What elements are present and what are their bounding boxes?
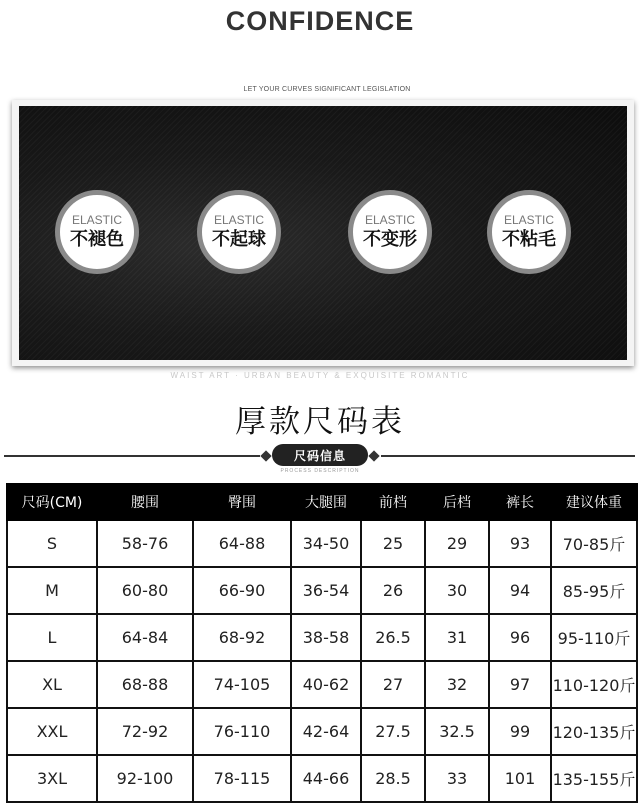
fabric-photo <box>19 106 627 360</box>
feature-label-zh: 不变形 <box>363 229 417 250</box>
table-cell: 95-110斤 <box>551 614 637 661</box>
table-header-row <box>7 484 637 520</box>
table-cell: 40-62 <box>291 661 361 708</box>
table-cell: 3XL <box>7 755 97 802</box>
table-cell: 60-80 <box>97 567 193 614</box>
table-cell: 44-66 <box>291 755 361 802</box>
table-cell: 25 <box>361 520 425 567</box>
table-cell: M <box>7 567 97 614</box>
size-chart-title: 厚款尺码表 <box>235 404 405 440</box>
table-cell: 74-105 <box>193 661 291 708</box>
table-cell: XL <box>7 661 97 708</box>
table-cell: 78-115 <box>193 755 291 802</box>
table-row <box>7 520 637 567</box>
table-cell: 92-100 <box>97 755 193 802</box>
feature-label-en: ELASTIC <box>503 213 554 227</box>
column-header: 臀围 <box>193 484 291 520</box>
column-header: 建议体重 <box>551 484 637 520</box>
column-header: 后档 <box>425 484 489 520</box>
tagline: LET YOUR CURVES SIGNIFICANT LEGISLATION <box>243 86 411 93</box>
table-cell: 64-84 <box>97 614 193 661</box>
feature-badge-no-pilling <box>197 190 281 274</box>
table-cell: 42-64 <box>291 708 361 755</box>
table-cell: 36-54 <box>291 567 361 614</box>
table-cell: 68-88 <box>97 661 193 708</box>
column-header: 尺码(CM) <box>7 484 97 520</box>
feature-badge-colorfast <box>55 190 139 274</box>
table-cell: 29 <box>425 520 489 567</box>
table-row <box>7 755 637 802</box>
table-cell: 72-92 <box>97 708 193 755</box>
table-cell: 34-50 <box>291 520 361 567</box>
column-header: 裤长 <box>489 484 551 520</box>
table-cell: 94 <box>489 567 551 614</box>
table-cell: 58-76 <box>97 520 193 567</box>
table-cell: 33 <box>425 755 489 802</box>
table-cell: 93 <box>489 520 551 567</box>
table-cell: 26 <box>361 567 425 614</box>
table-cell: 30 <box>425 567 489 614</box>
table-cell: 101 <box>489 755 551 802</box>
table-cell: 96 <box>489 614 551 661</box>
feature-badge-no-lint <box>487 190 571 274</box>
table-row <box>7 661 637 708</box>
table-cell: 99 <box>489 708 551 755</box>
table-cell: 120-135斤 <box>551 708 637 755</box>
table-cell: 28.5 <box>361 755 425 802</box>
column-header: 大腿围 <box>291 484 361 520</box>
page-title: CONFIDENCE <box>225 6 415 36</box>
table-cell: 135-155斤 <box>551 755 637 802</box>
feature-label-zh: 不粘毛 <box>502 229 556 250</box>
table-cell: 26.5 <box>361 614 425 661</box>
feature-label-zh: 不起球 <box>212 229 266 250</box>
column-header: 前档 <box>361 484 425 520</box>
table-cell: L <box>7 614 97 661</box>
table-cell: 68-92 <box>193 614 291 661</box>
table-cell: 32.5 <box>425 708 489 755</box>
table-cell: XXL <box>7 708 97 755</box>
table-cell: 38-58 <box>291 614 361 661</box>
fabric-photo-frame <box>12 100 634 366</box>
size-table <box>6 483 638 803</box>
watermark-text: WAIST ART · URBAN BEAUTY & EXQUISITE ROMANTIC <box>170 371 470 380</box>
feature-label-en: ELASTIC <box>364 213 415 227</box>
feature-label-zh: 不褪色 <box>70 229 124 250</box>
column-header: 腰围 <box>97 484 193 520</box>
table-cell: S <box>7 520 97 567</box>
table-cell: 85-95斤 <box>551 567 637 614</box>
table-row <box>7 567 637 614</box>
feature-label-en: ELASTIC <box>71 213 122 227</box>
table-cell: 27.5 <box>361 708 425 755</box>
table-cell: 64-88 <box>193 520 291 567</box>
table-cell: 31 <box>425 614 489 661</box>
diamond-icon <box>260 450 271 461</box>
table-cell: 32 <box>425 661 489 708</box>
table-cell: 27 <box>361 661 425 708</box>
divider-right <box>381 455 635 457</box>
diamond-icon <box>368 450 379 461</box>
table-cell: 97 <box>489 661 551 708</box>
size-info-badge: 尺码信息 <box>272 444 368 466</box>
feature-badge-no-deform <box>348 190 432 274</box>
table-cell: 66-90 <box>193 567 291 614</box>
table-cell: 70-85斤 <box>551 520 637 567</box>
process-description: PROCESS DESCRIPTION <box>280 468 360 474</box>
table-cell: 76-110 <box>193 708 291 755</box>
table-cell: 110-120斤 <box>551 661 637 708</box>
feature-label-en: ELASTIC <box>213 213 264 227</box>
table-row <box>7 708 637 755</box>
divider-left <box>4 455 260 457</box>
table-row <box>7 614 637 661</box>
